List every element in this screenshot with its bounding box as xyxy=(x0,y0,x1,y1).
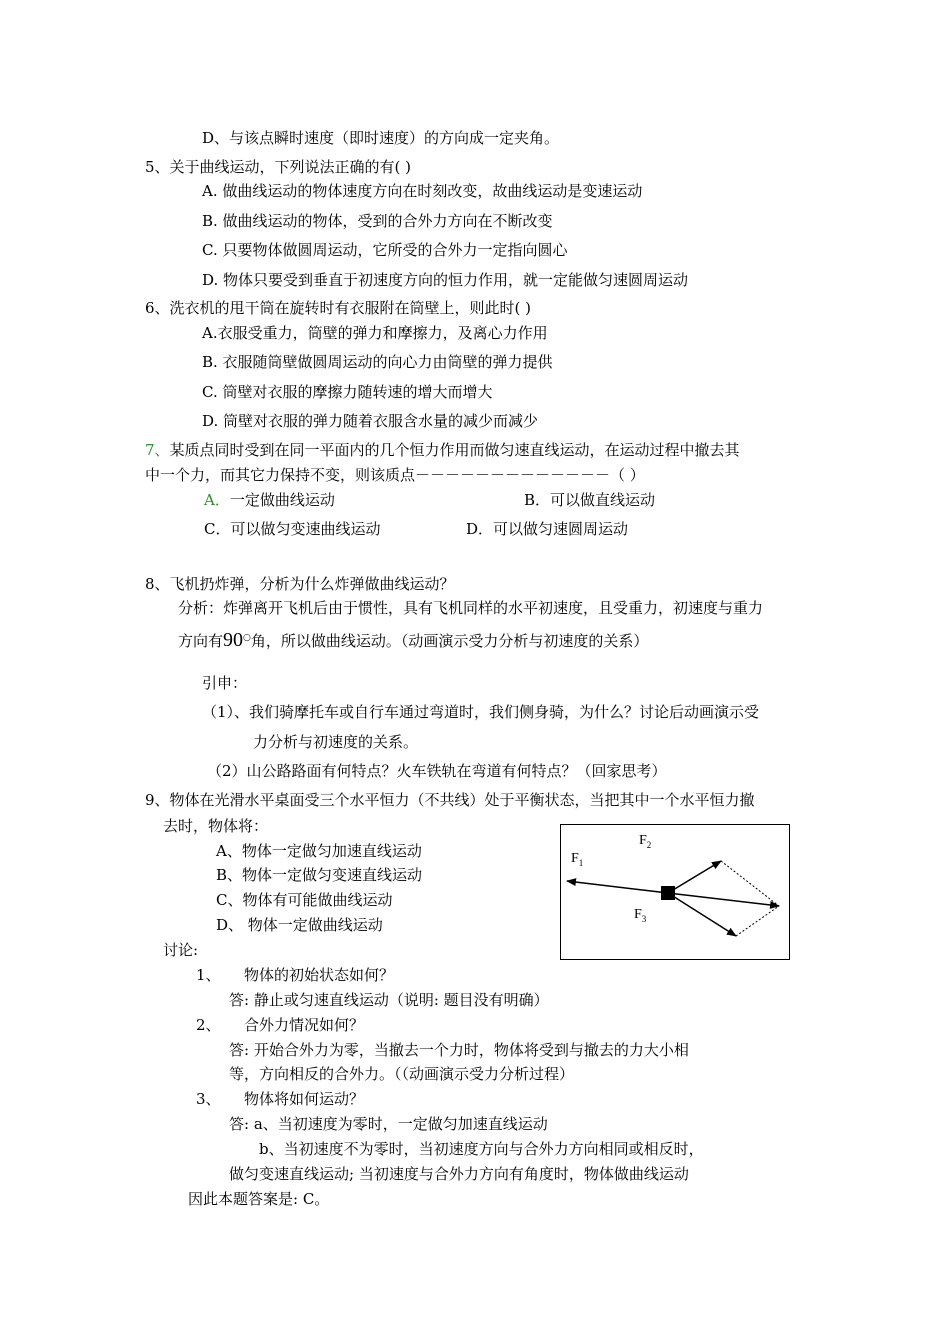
f2-label-sub: 2 xyxy=(646,839,652,850)
q5-option-c: C. 只要物体做圆周运动，它所受的合外力一定指向圆心 xyxy=(202,241,568,259)
q9-option-b: B、物体一定做匀变速直线运动 xyxy=(216,866,423,884)
q7-option-a-letter: A． xyxy=(204,491,230,509)
discussion-2-answer-2: 等，方向相反的合外力。（（动画演示受力分析过程） xyxy=(229,1065,575,1083)
q8-extend-label: 引申： xyxy=(202,674,248,692)
discussion-2-question: 合外力情况如何？ xyxy=(244,1016,365,1034)
force-diagram-svg xyxy=(561,825,788,958)
discussion-3-question: 物体将如何运动？ xyxy=(244,1090,365,1108)
f3-label xyxy=(634,907,646,924)
q8-extension-1a: （1）、我们骑摩托车或自行车通过弯道时，我们侧身骑，为什么？讨论后动画演示受 xyxy=(202,703,760,721)
f1-label-sub: 1 xyxy=(578,857,584,868)
q5-option-b: B. 做曲线运动的物体，受到的合外力方向在不断改变 xyxy=(202,212,553,230)
q5-option-a: A. 做曲线运动的物体速度方向在时刻改变，故曲线运动是变速运动 xyxy=(202,182,643,200)
parallelogram-edge-top xyxy=(721,861,779,906)
q7-option-a-text: 一定做曲线运动 xyxy=(229,491,335,509)
discussion-1-number: 1、 xyxy=(196,966,221,984)
discussion-1-answer: 答: 静止或匀速直线运动（说明: 题目没有明确） xyxy=(229,991,549,1009)
q7-option-d: D．可以做匀速圆周运动 xyxy=(466,520,629,538)
f2-label xyxy=(639,833,651,850)
q6-option-c: C. 筒壁对衣服的摩擦力随转速的增大而增大 xyxy=(202,383,493,401)
q9-option-c: C、物体有可能做曲线运动 xyxy=(216,891,393,909)
q7-option-c: C．可以做匀变速曲线运动 xyxy=(204,520,381,538)
q9-stem-line-1: 9、物体在光滑水平桌面受三个水平恒力（不共线）处于平衡状态，当把其中一个水平恒力撤 xyxy=(145,791,755,809)
q8-extension-1b: 力分析与初速度的关系。 xyxy=(253,733,419,751)
q4-option-d: D、与该点瞬时速度（即时速度）的方向成一定夹角。 xyxy=(202,129,560,147)
q8-analysis-line-1: 分析：炸弹离开飞机后由于惯性，具有飞机同样的水平初速度，且受重力，初速度与重力 xyxy=(178,599,764,617)
f1-arrow xyxy=(567,881,668,893)
q6-stem: 6、洗衣机的甩干筒在旋转时有衣服附在筒壁上，则此时( ) xyxy=(145,299,532,317)
degree-symbol-icon: ○ xyxy=(243,633,251,643)
force-diagram xyxy=(560,824,790,960)
final-answer: 因此本题答案是: C。 xyxy=(188,1190,330,1208)
q9-option-d: D、 物体一定做曲线运动 xyxy=(216,916,383,934)
discussion-3-answer-1: 答: a、当初速度为零时，一定做匀加速直线运动 xyxy=(229,1115,548,1133)
q7-number: 7、 xyxy=(145,441,170,459)
q6-option-b: B. 衣服随筒壁做圆周运动的向心力由筒壁的弹力提供 xyxy=(202,353,553,371)
q7-option-a xyxy=(204,490,335,510)
f3-label-text: F xyxy=(634,907,642,922)
q7-option-b: B．可以做直线运动 xyxy=(524,491,656,509)
q7-line-2: 中一个力，而其它力保持不变，则该质点－－－－－－－－－－－－－（ ） xyxy=(145,466,645,484)
discussion-2-answer-1: 答: 开始合外力为零，当撤去一个力时，物体将受到与撤去的力大小相 xyxy=(229,1041,689,1059)
f2-arrow xyxy=(668,861,721,893)
q8-angle-value: 90 xyxy=(223,629,244,651)
parallelogram-edge-bottom xyxy=(736,906,779,936)
discussion-3-number: 3、 xyxy=(196,1090,221,1108)
q6-option-a: A.衣服受重力，筒壁的弹力和摩擦力，及离心力作用 xyxy=(202,324,548,342)
f2-label-text: F xyxy=(639,833,647,848)
q7-line-1 xyxy=(145,440,740,460)
q7-stem-part-1: 某质点同时受到在同一平面内的几个恒力作用而做匀速直线运动，在运动过程中撤去其 xyxy=(169,441,740,459)
discussion-2-number: 2、 xyxy=(196,1016,221,1034)
discussion-3-answer-2: b、当初速度不为零时，当初速度方向与合外力方向相同或相反时， xyxy=(259,1140,704,1158)
q9-option-a: A、物体一定做匀加速直线运动 xyxy=(216,842,422,860)
discussion-label: 讨论: xyxy=(163,941,199,959)
discussion-3-answer-3: 做匀变速直线运动; 当初速度与合外力方向有角度时，物体做曲线运动 xyxy=(229,1165,689,1183)
object-block xyxy=(661,886,675,900)
f1-label-text: F xyxy=(571,851,579,866)
discussion-1-question: 物体的初始状态如何？ xyxy=(244,966,395,984)
q5-option-d: D. 物体只要受到垂直于初速度方向的恒力作用，就一定能做匀速圆周运动 xyxy=(202,271,689,289)
q8-analysis-line-2 xyxy=(178,628,648,651)
q8-analysis-pre: 方向有 xyxy=(178,632,224,650)
q8-analysis-post: 角，所以做曲线运动。（动画演示受力分析与初速度的关系） xyxy=(250,632,649,650)
q9-stem-line-2: 去时，物体将： xyxy=(163,817,269,835)
f3-label-sub: 3 xyxy=(641,913,647,924)
f1-label xyxy=(571,851,583,868)
q6-option-d: D. 筒壁对衣服的弹力随着衣服含水量的减少而减少 xyxy=(202,412,539,430)
q5-stem: 5、关于曲线运动，下列说法正确的有( ) xyxy=(145,158,412,176)
q8-stem: 8、飞机扔炸弹，分析为什么炸弹做曲线运动？ xyxy=(145,575,455,593)
q8-extension-2: （2）山公路路面有何特点？火车铁轨在弯道有何特点？（回家思考） xyxy=(207,762,667,780)
